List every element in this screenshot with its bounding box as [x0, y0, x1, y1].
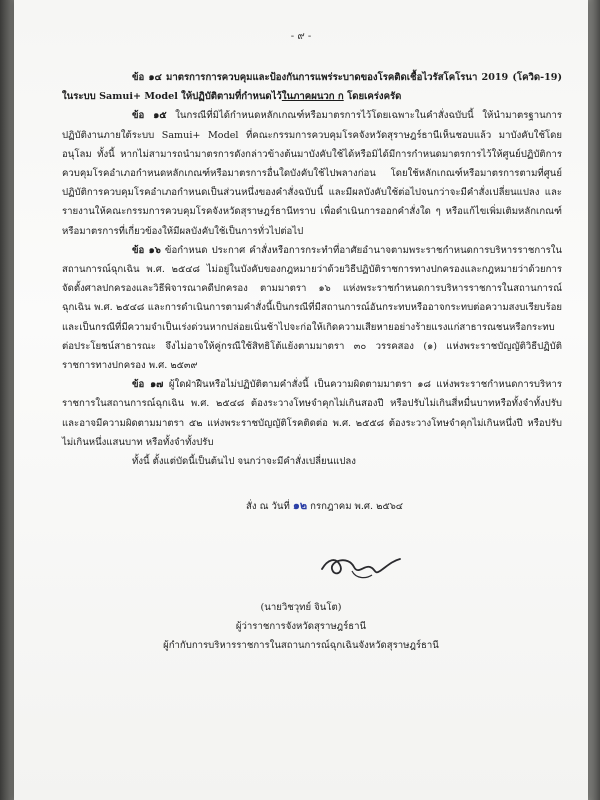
page-number: - ๙ - — [290, 31, 312, 42]
order-date — [246, 496, 403, 514]
clause-14-label: ข้อ ๑๔ — [132, 72, 162, 83]
background-right — [588, 0, 600, 800]
document-body — [62, 68, 562, 471]
clause-17 — [62, 375, 562, 452]
clause-17-text: ผู้ใดฝ่าฝืนหรือไม่ปฏิบัติตามคำสั่งนี้ เป็นความผิดตามมาตรา ๑๘ แห่งพระราชกำหนดการบริหารราชการในสถานการณ์ฉุกเฉิน พ.ศ. ๒๕๔๘ ต้องระวางโทษจำคุกไม่เกินสองปี หรือปรับไม่เกินสี่หมื่นบาทหรือทั้งจำทั้งปรับ และอาจมีความผิดตามมาตรา ๕๒ แห่งพระราชบัญญัติโรคติดต่อ พ.ศ. ๒๕๕๘ ต้องระวางโทษจำคุกไม่เกินหนึ่งปี หรือปรับไม่เกินหนึ่งแสนบาท หรือทั้งจำทั้งปรับ — [62, 379, 562, 448]
signer-position-emergency: ผู้กำกับการบริหารราชการในสถานการณ์ฉุกเฉินจังหวัดสุราษฎร์ธานี — [163, 640, 439, 651]
signature-image — [314, 545, 404, 589]
signer-name: (นายวิชวุทย์ จินโต) — [260, 602, 342, 613]
signer-block — [14, 598, 588, 655]
clause-17-label: ข้อ ๑๗ — [132, 379, 164, 391]
clause-15-label: ข้อ ๑๕ — [132, 110, 167, 122]
date-prefix: สั่ง ณ วันที่ — [246, 501, 290, 512]
clause-14 — [62, 68, 562, 106]
clause-16-text: ข้อกำหนด ประกาศ คำสั่งหรือการกระทำที่อาศัยอำนาจตามพระราชกำหนดการบริหารราชการในสถานการณ์ฉุกเฉิน พ.ศ. ๒๕๔๘ ไม่อยู่ในบังคับของกฎหมายว่าด้วยวิธีปฏิบัติราชการทางปกครองและกฎหมายว่าด้วยการจัดตั้งศาลปกครองและวิธีพิจารณาคดีปกครอง ตามมาตรา ๑๖ แห่งพระราชกำหนดการบริหารราชการในสถานการณ์ฉุกเฉิน พ.ศ. ๒๕๔๘ และการดำเนินการตามคำสั่งนี้เป็นกรณีที่มีสถานการณ์อันกระทบหรืออาจกระทบต่อความสงบเรียบร้อย และเป็นกรณีที่มีความจำเป็นเร่งด่วนหากปล่อยเนิ่นช้าไปจะก่อให้เกิดความเสียหายอย่างร้ายแรงแก่สาธารณชนหรือกระทบต่อประโยชน์สาธารณะ จึงไม่อาจให้คู่กรณีใช้สิทธิโต้แย้งตามมาตรา ๓๐ วรรคสอง (๑) แห่งพระราชบัญญัติวิธีปฏิบัติราชการทางปกครอง พ.ศ. ๒๕๓๙ — [62, 244, 562, 372]
clause-15 — [62, 106, 562, 240]
clause-14-tail: โดยเคร่งครัด — [347, 91, 402, 103]
background-left — [0, 0, 14, 800]
clause-16-label: ข้อ ๑๖ — [132, 244, 161, 256]
clause-14-annex: ในภาคผนวก ก — [281, 91, 344, 103]
date-rest: กรกฎาคม พ.ศ. ๒๕๖๔ — [310, 501, 404, 512]
document-page — [14, 0, 588, 800]
signer-position-governor: ผู้ว่าราชการจังหวัดสุราษฎร์ธานี — [235, 621, 367, 632]
clause-16 — [62, 241, 562, 375]
clause-15-text: ในกรณีที่มิได้กำหนดหลักเกณฑ์หรือมาตรการไว้โดยเฉพาะในคำสั่งฉบับนี้ ให้นำมาตรฐานการปฏิบัติงานภายใต้ระบบ Samui+ Model ที่คณะกรรมการควบคุมโรคจังหวัดสุราษฎร์ธานีเห็นชอบแล้ว มาบังคับใช้โดยอนุโลม ทั้งนี้ หากไม่สามารถนำมาตรการดังกล่าวข้างต้นมาบังคับใช้ได้หรือมิได้มีการกำหนดมาตรการไว้ให้ศูนย์ปฏิบัติการควบคุมโรคอำเภอกำหนดหลักเกณฑ์หรือมาตรการอื่นใดบังคับใช้ไปพลางก่อน โดยใช้หลักเกณฑ์หรือมาตรการตามที่ศูนย์ปฏิบัติการควบคุมโรคอำเภอกำหนดเป็นส่วนหนึ่งของคำสั่งฉบับนี้ และมีผลบังคับใช้ต่อไปจนกว่าจะมีคำสั่งเปลี่ยนแปลง และรายงานให้คณะกรรมการควบคุมโรคจังหวัดสุราษฎร์ธานีทราบ เพื่อดำเนินการออกคำสั่งใด ๆ หรือแก้ไขเพิ่มเติมหลักเกณฑ์หรือมาตรการที่เกี่ยวข้องให้มีผลบังคับใช้เป็นการทั่วไปต่อไป — [62, 110, 562, 237]
clause-14-title: มาตรการการควบคุมและป้องกันการแพร่ระบาดของโรคติดเชื้อไวรัสโคโรนา 2019 (โควิด-19) ในระบบ Samui+ Model ให้ปฏิบัติตามที่กำหนดไว้ — [62, 72, 562, 103]
effective-statement: ทั้งนี้ ตั้งแต่บัดนี้เป็นต้นไป จนกว่าจะมีคำสั่งเปลี่ยนแปลง — [132, 456, 356, 468]
date-day: ๑๒ — [292, 499, 308, 512]
